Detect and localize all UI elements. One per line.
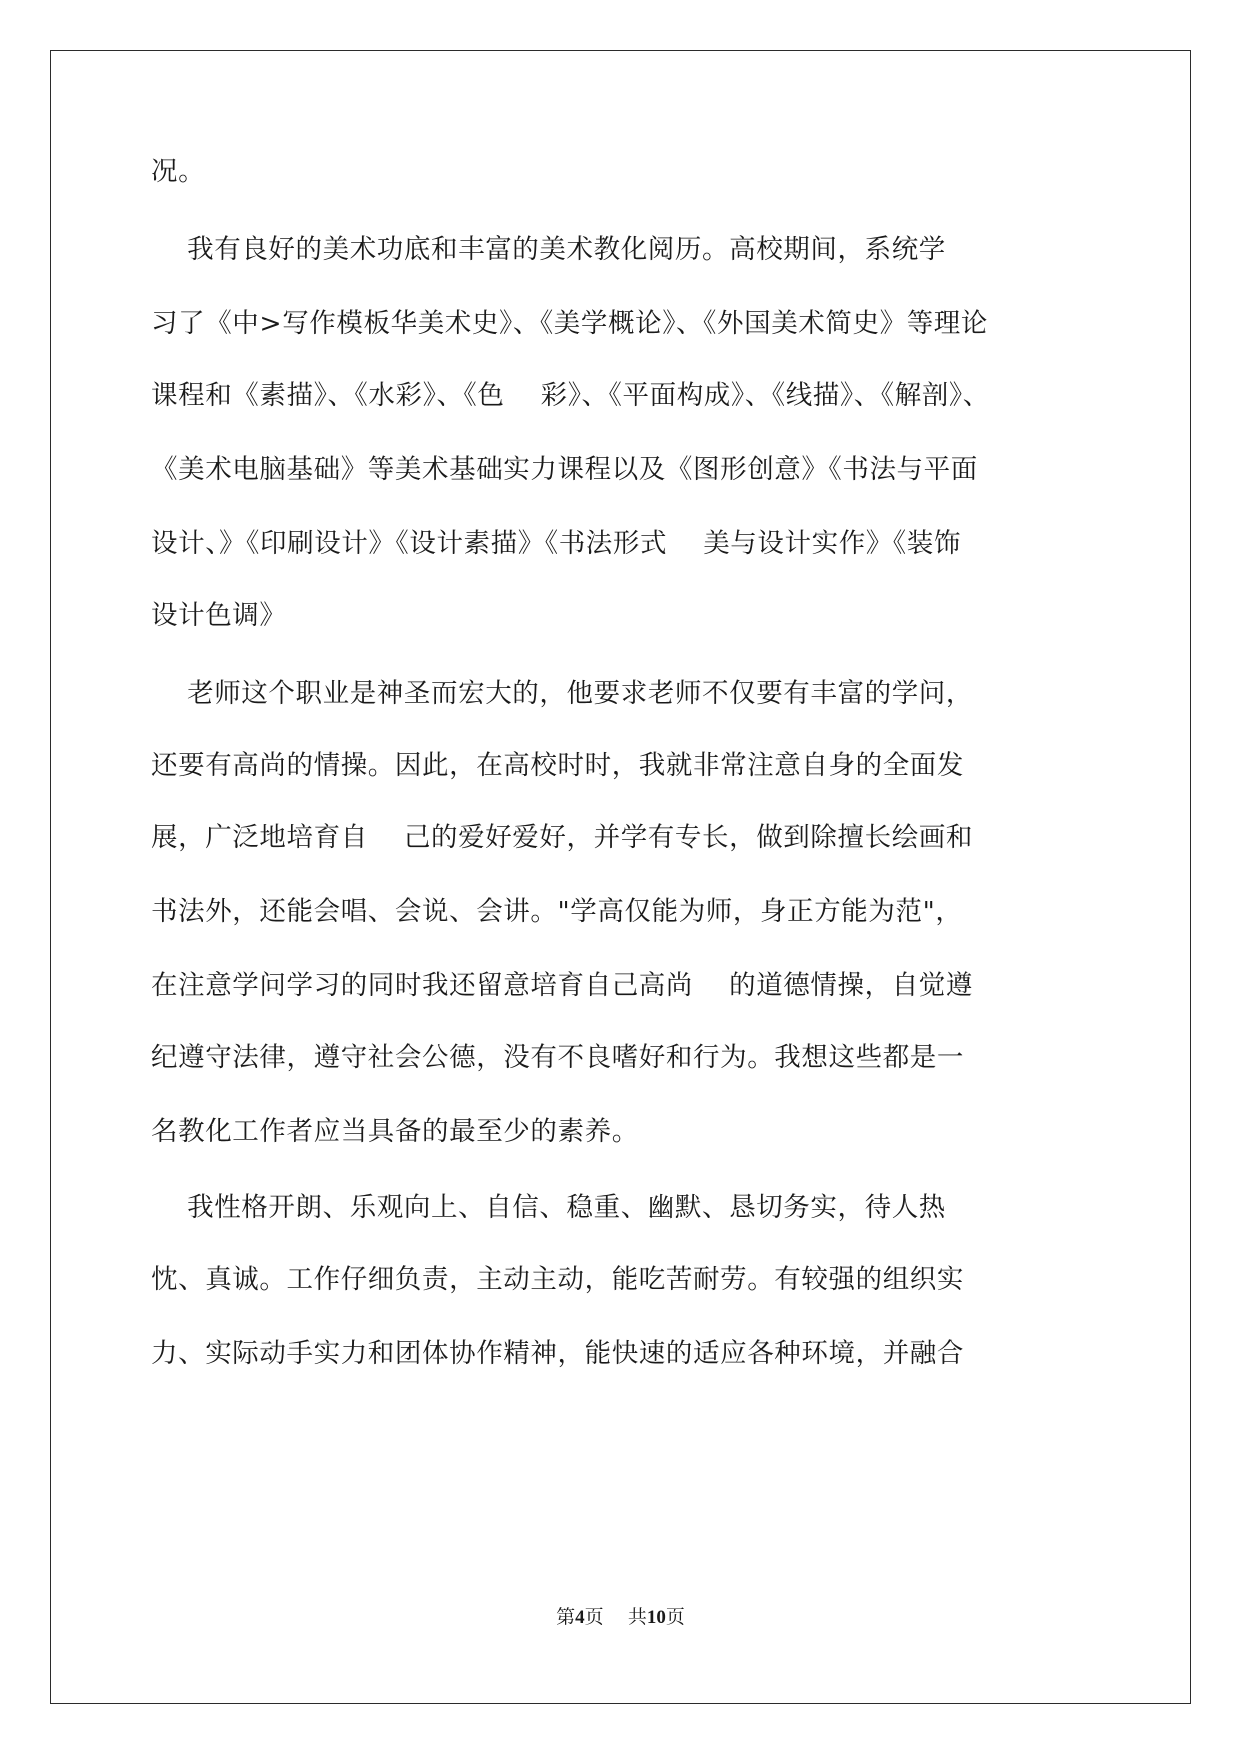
text-line: 在注意学问学习的同时我还留意培育自己高尚 的道德情操，自觉遵	[151, 970, 973, 1001]
footer-prefix: 第	[556, 1606, 576, 1628]
text-line: 展，广泛地培育自 己的爱好爱好，并学有专长，做到除擅长绘画和	[151, 822, 973, 853]
page-number: 4	[575, 1607, 585, 1628]
text-line: 设计色调》	[151, 600, 287, 631]
text-line: 书法外，还能会唱、会说、会讲。"学高仅能为师，身正方能为范"，	[151, 896, 963, 927]
text-line: 况。	[151, 156, 206, 187]
text-line: 老师这个职业是神圣而宏大的，他要求老师不仅要有丰富的学问，	[151, 678, 973, 709]
total-pages: 10	[646, 1607, 666, 1628]
text-line: 纪遵守法律，遵守社会公德，没有不良嗜好和行为。我想这些都是一	[151, 1042, 964, 1073]
page-border	[50, 50, 1191, 1704]
footer-total-unit: 页	[665, 1606, 685, 1628]
text-line: 《美术电脑基础》等美术基础实力课程以及《图形创意》《书法与平面	[151, 454, 978, 485]
text-line: 忱、真诚。工作仔细负责，主动主动，能吃苦耐劳。有较强的组织实	[151, 1264, 964, 1295]
text-line: 习了《中>写作模板华美术史》、《美学概论》、《外国美术简史》等理论	[151, 308, 989, 339]
footer-page-unit: 页	[584, 1606, 604, 1628]
text-line: 名教化工作者应当具备的最至少的素养。	[151, 1116, 639, 1147]
text-line: 我性格开朗、乐观向上、自信、稳重、幽默、恳切务实，待人热	[151, 1192, 946, 1223]
text-line: 还要有高尚的情操。因此，在高校时时，我就非常注意自身的全面发	[151, 750, 964, 781]
text-line: 课程和《素描》、《水彩》、《色 彩》、《平面构成》、《线描》、《解剖》、	[151, 380, 990, 411]
footer-total-prefix: 共	[627, 1606, 647, 1628]
text-line: 力、实际动手实力和团体协作精神，能快速的适应各种环境，并融合	[151, 1338, 964, 1369]
text-line: 设计、》《印刷设计》《设计素描》《书法形式 美与设计实作》《装饰	[151, 528, 961, 559]
page-footer	[0, 1602, 1241, 1629]
text-line: 我有良好的美术功底和丰富的美术教化阅历。高校期间，系统学	[151, 234, 946, 265]
